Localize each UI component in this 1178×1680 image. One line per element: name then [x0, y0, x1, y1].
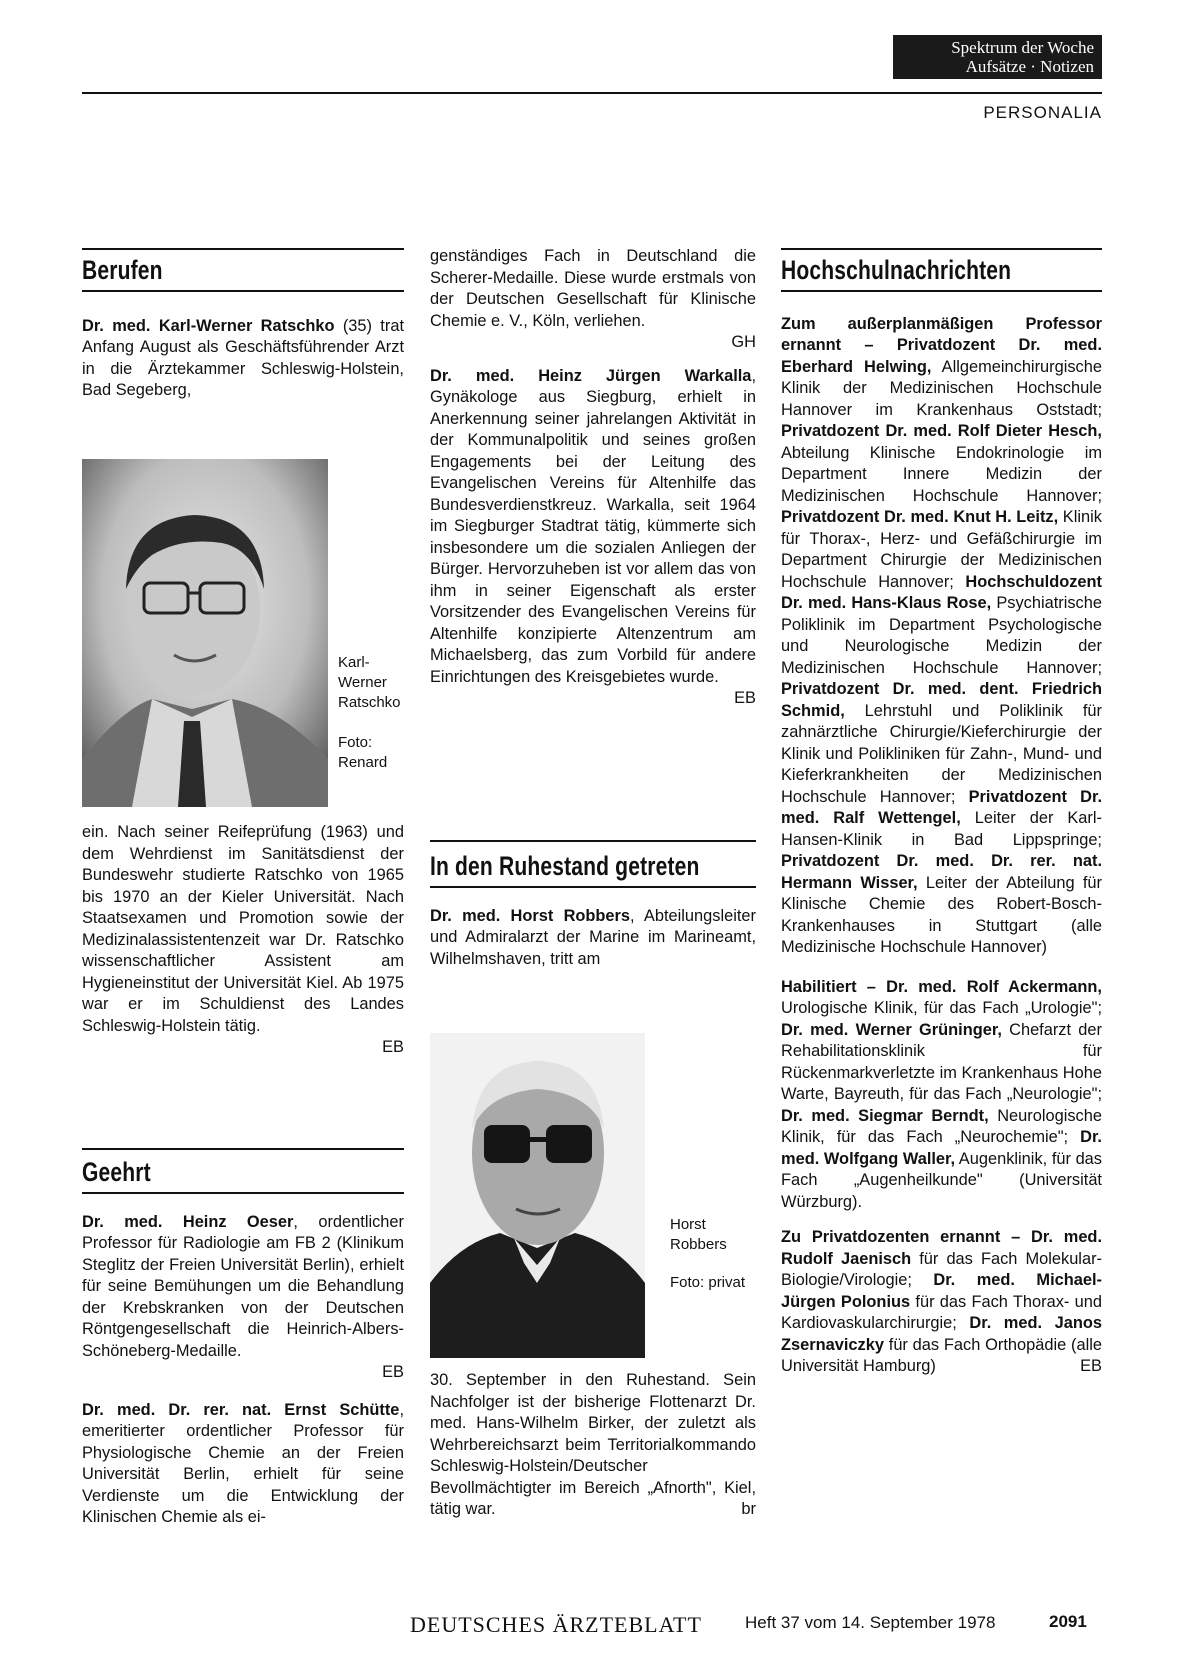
- badge-line-1: Spektrum der Woche: [951, 38, 1094, 57]
- ruhestand-section: [430, 840, 756, 970]
- journal-name: DEUTSCHES ÄRZTEBLATT: [410, 1612, 702, 1637]
- ruhestand-heading: In den Ruhestand getreten: [430, 851, 700, 881]
- ratschko-continued: [82, 822, 404, 1059]
- ratschko-photo: [82, 459, 328, 807]
- signature: EB: [734, 689, 756, 707]
- section-badge: [893, 35, 1102, 79]
- signature: EB: [382, 1363, 404, 1381]
- oeser-entry: Dr. med. Heinz Oeser, ordentlicher Professor für Radiologie am FB 2 (Klinikum Steglitz der Freien Universität Berlin), erhielt für seine Bemühungen um die Behandlung der Krebskranken von der Deutschen Röntgengesellschaft die Heinrich-Albers-Schöneberg-Medaille.: [82, 1212, 404, 1360]
- ratschko-intro: Dr. med. Karl-Werner Ratschko (35) trat Anfang August als Geschäftsführender Arzt in die Ärztekammer Schleswig-Holstein, Bad Segeberg,: [82, 316, 404, 399]
- signature: EB: [382, 1038, 404, 1056]
- section-rule: [430, 886, 756, 888]
- privatdozent-appointments: Zu Privatdozenten ernannt – Dr. med. Rudolf Jaenisch für das Fach Molekular-Biologie/Virologie; Dr. med. Michael-Jürgen Polonius für das Fach Thorax- und Kardiovaskularchirurgie; Dr. med. Janos Zsernaviczky für das Fach Orthopädie (alle Universität Hamburg): [781, 1228, 1102, 1375]
- section-rule: [82, 248, 404, 250]
- person-name: Dr. med. Dr. rer. nat. Ernst Schütte: [82, 1400, 400, 1419]
- hochschul-section: [781, 248, 1102, 1378]
- habilitations: Habilitiert – Dr. med. Rolf Ackermann, Urologische Klinik, für das Fach „Urologie"; Dr. med. Werner Grüninger, Chefarzt der Rehabilitationsklinik für Rückenmarkverletzte im Krankenhaus Hohe Warte, Bayreuth, für das Fach „Neurologie"; Dr. med. Siegmar Berndt, Neurologische Klinik, für das Fach „Neurochemie"; Dr. med. Wolfgang Waller, Augenklinik, für das Fach „Augenheilkunde" (Universität Würzburg).: [781, 977, 1102, 1211]
- section-rule: [430, 840, 756, 842]
- berufen-section: [82, 248, 404, 402]
- section-rule: [781, 290, 1102, 292]
- geehrt-heading: Geehrt: [82, 1157, 151, 1187]
- caption-credit: Foto: privat: [670, 1274, 746, 1291]
- robbers-intro: Dr. med. Horst Robbers, Abteilungsleiter und Admiralarzt der Marine im Marineamt, Wilhelmshaven, tritt am: [430, 906, 756, 968]
- person-name: Dr. med. Heinz Oeser: [82, 1212, 294, 1231]
- signature-row: [82, 1037, 404, 1059]
- professor-appointments: Zum außerplanmäßigen Professor ernannt – Privatdozent Dr. med. Eberhard Helwing, Allgemeinchirurgische Klinik der Medizinischen Hochschule Hannover im Krankenhaus Oststadt; Privatdozent Dr. med. Rolf Dieter Hesch, Abteilung Klinische Endokrinologie im Department Innere Medizin der Medizinischen Hochschule Hannover; Privatdozent Dr. med. Knut H. Leitz, Klinik für Thorax-, Herz- und Gefäßchirurgie im Department Chirurgie der Medizinischen Hochschule Hannover; Hochschuldozent Dr. med. Hans-Klaus Rose, Psychiatrische Poliklinik im Department Psychologische und Neurologische Medizin der Medizinischen Hochschule Hannover; Privatdozent Dr. med. dent. Friedrich Schmid, Lehrstuhl und Poliklinik für zahnärztliche Chirurgie/Kieferchirurgie der Klinik und Polikliniken für Zahn-, Mund- und Kieferkrankheiten der Medizinischen Hochschule Hannover; Privatdozent Dr. med. Ralf Wettengel, Leiter der Karl-Hansen-Klinik in Bad Lippspringe; Privatdozent Dr. med. Dr. rer. nat. Hermann Wisser, Leiter der Abteilung für Klinische Chemie des Robert-Bosch-Krankenhauses in Stuttgart (alle Medizinische Hochschule Hannover): [781, 314, 1103, 956]
- badge-line-2: Aufsätze · Notizen: [965, 57, 1094, 76]
- page-number: 2091: [1049, 1612, 1087, 1631]
- header-rule: [82, 92, 1102, 94]
- signature-row: [430, 688, 756, 710]
- robbers-body: 30. September in den Ruhestand. Sein Nachfolger ist der bisherige Flottenarzt Dr. med. Hans-Wilhelm Birker, der zuletzt als Wehrbereichsarzt beim Territorialkommando Schleswig-Holstein/Deutscher Bevollmächtigter im Bereich „Afnorth", Kiel, tätig war.: [430, 1371, 756, 1518]
- hochschul-heading: Hochschulnachrichten: [781, 255, 1012, 285]
- caption-name: Horst Robbers: [670, 1216, 727, 1253]
- column-2-top: [430, 246, 756, 710]
- section-rule: [82, 290, 404, 292]
- caption-name: Karl-Werner Ratschko: [338, 654, 401, 711]
- caption-credit: Foto: Renard: [338, 734, 388, 771]
- berufen-heading: Berufen: [82, 255, 163, 285]
- robbers-continued: [430, 1370, 756, 1521]
- ratschko-body: ein. Nach seiner Reifeprüfung (1963) und dem Wehrdienst im Sanitätsdienst der Bundeswehr studierte Ratschko von 1965 bis 1970 an der Kieler Universität. Nach Staatsexamen und Promotion sowie der Medizinalassistentenzeit war Dr. Ratschko wissenschaftlicher Assistent am Hygieneinstitut der Universität Kiel. Ab 1975 war er im Schuldienst des Landes Schleswig-Holstein tätig.: [82, 823, 404, 1035]
- robbers-photo: [430, 1033, 645, 1358]
- geehrt-section: [82, 1148, 404, 1529]
- issue-info: Heft 37 vom 14. September 1978: [745, 1613, 996, 1632]
- warkalla-entry: Dr. med. Heinz Jürgen Warkalla, Gynäkologe aus Siegburg, erhielt in Anerkennung seiner jahrelangen Aktivität in der Kommunalpolitik und seines großen Engagements bei der Leitung des Evangelischen Vereins für Altenhilfe das Bundesverdienstkreuz. Warkalla, seit 1964 im Siegburger Stadtrat tätig, kümmerte sich insbesondere um die sozialen Anliegen der Bürger. Hervorzuheben ist vor allem das von ihm in seiner Eigenschaft als erster Vorsitzender des Evangelischen Vereins für Altenhilfe konzipierte Altenzentrum am Michaelsberg, das zum Vorbild für andere Einrichtungen des Kreisgebietes wurde.: [430, 366, 756, 686]
- schuette-continued: genständiges Fach in Deutschland die Scherer-Medaille. Diese wurde erstmals von der Deutschen Gesellschaft für Klinische Chemie e. V., Köln, verliehen.: [430, 247, 756, 330]
- person-name: Dr. med. Heinz Jürgen Warkalla: [430, 366, 752, 385]
- schuette-entry: Dr. med. Dr. rer. nat. Ernst Schütte, emeritierter ordentlicher Professor für Physiologische Chemie an der Freien Universität Berlin, erhielt für seine Verdienste um die Entwicklung der Klinischen Chemie als ei-: [82, 1400, 404, 1526]
- section-rule: [82, 1148, 404, 1150]
- section-rule: [781, 248, 1102, 250]
- signature: EB: [1080, 1357, 1102, 1375]
- signature: br: [741, 1500, 756, 1518]
- section-rule: [82, 1192, 404, 1194]
- person-name: Dr. med. Horst Robbers: [430, 906, 631, 925]
- section-label: PERSONALIA: [983, 103, 1102, 122]
- ratschko-caption: [338, 653, 418, 773]
- robbers-caption: [670, 1215, 760, 1293]
- signature-row: [82, 1362, 404, 1384]
- signature: GH: [731, 333, 756, 351]
- signature-row: [430, 332, 756, 354]
- person-name: Dr. med. Karl-Werner Ratschko: [82, 316, 335, 335]
